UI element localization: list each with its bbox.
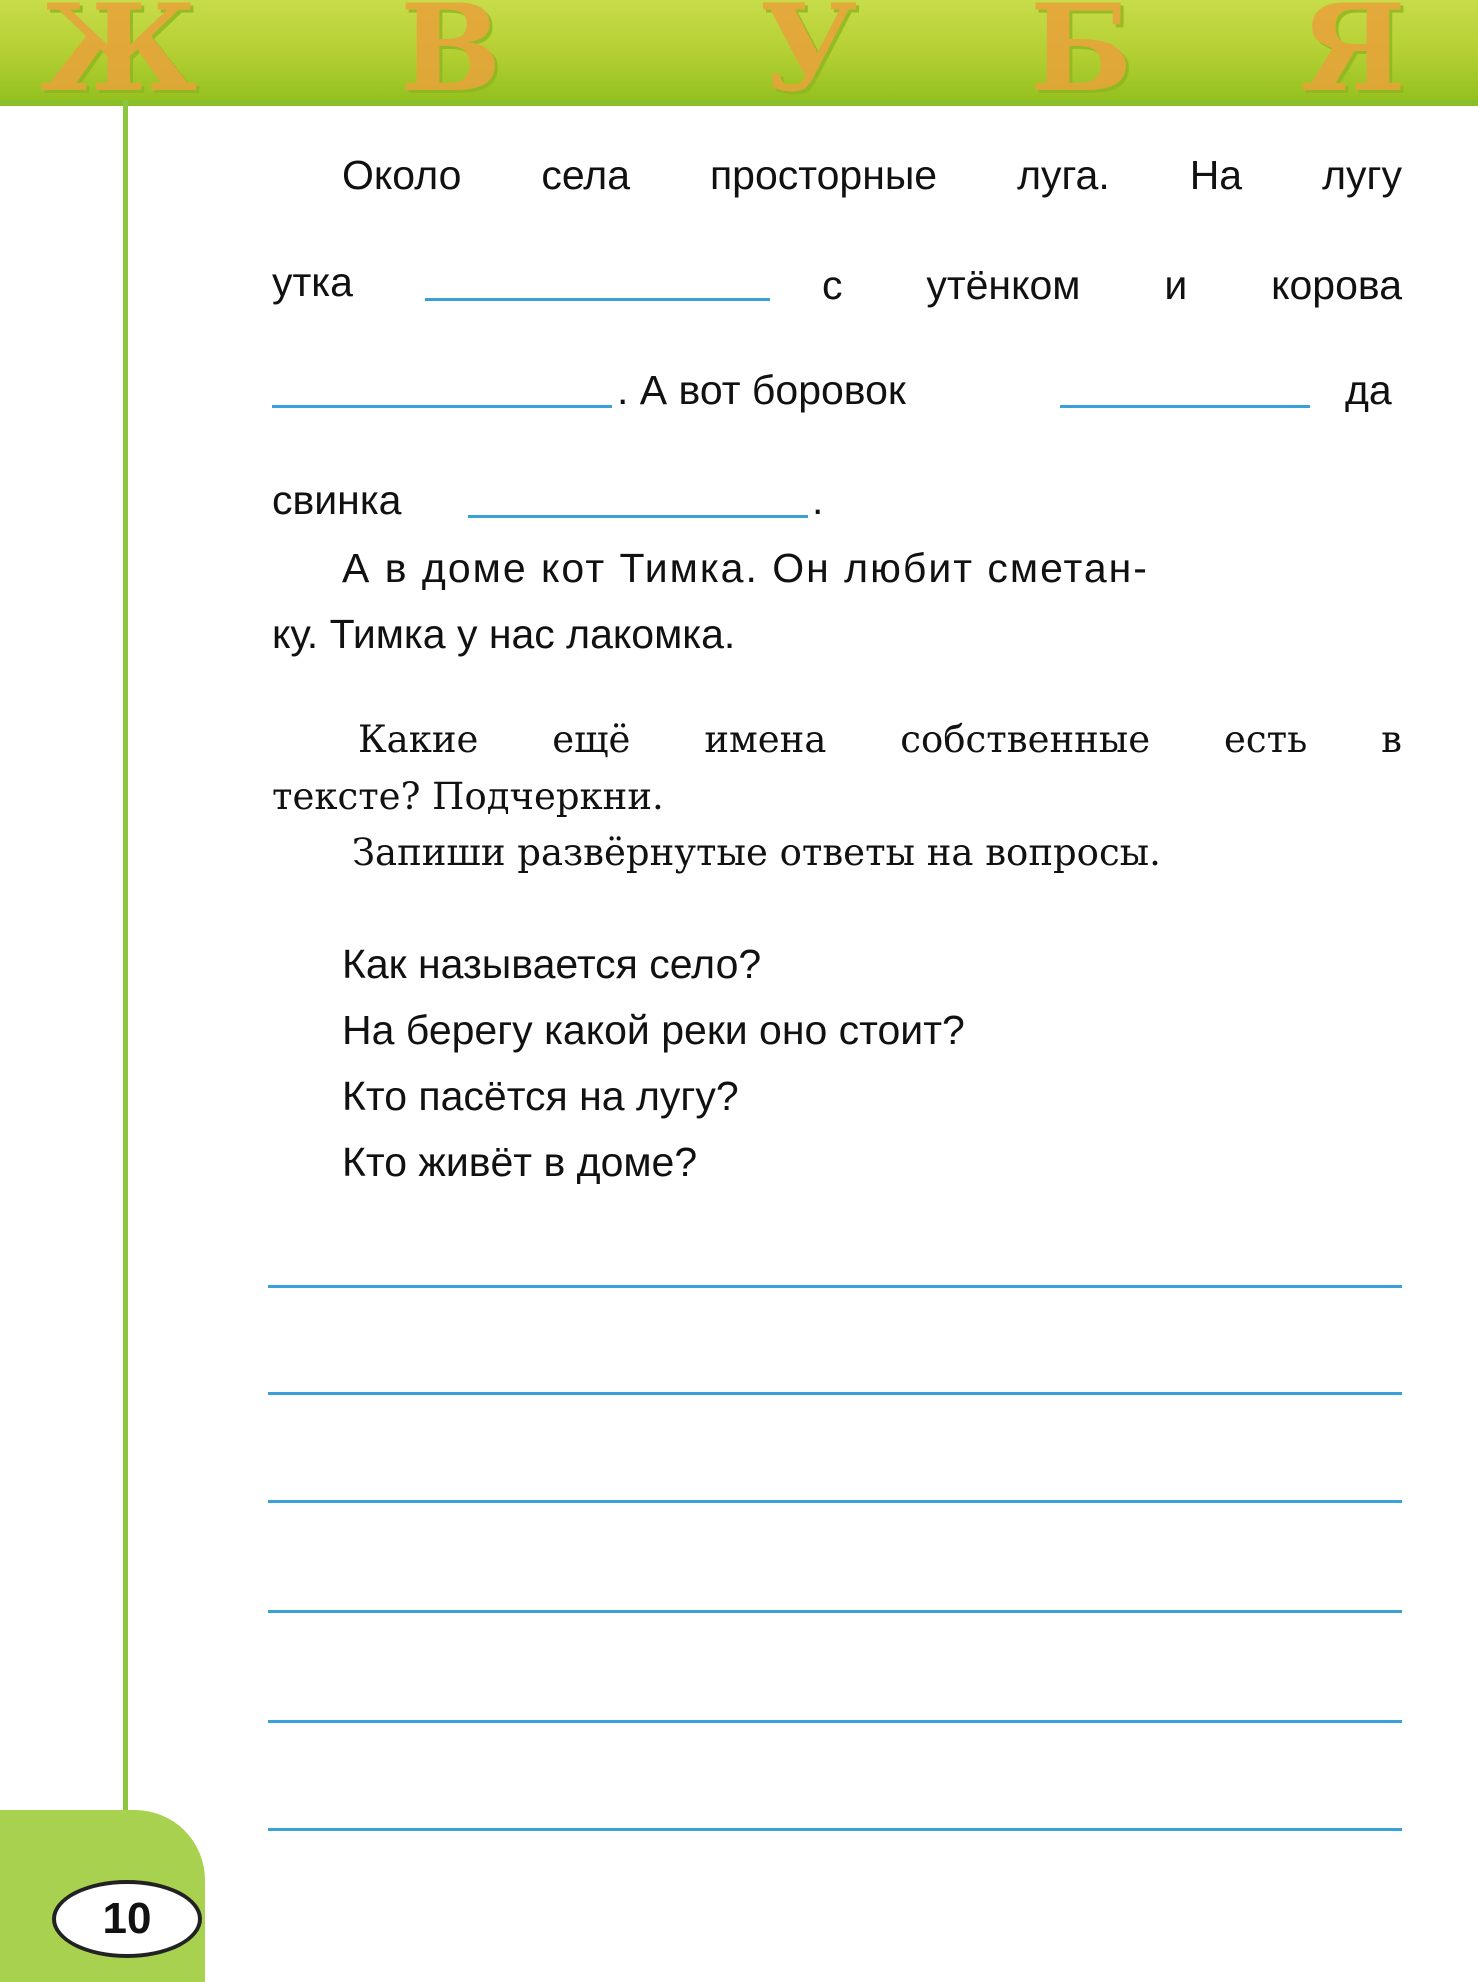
story-word: с	[822, 262, 843, 308]
blank-field[interactable]	[468, 515, 808, 518]
task-word: Какие	[358, 718, 479, 761]
question-4: Кто живёт в доме?	[342, 1139, 698, 1185]
task-word: имена	[704, 718, 827, 761]
answer-line-1[interactable]	[268, 1285, 1402, 1288]
blank-field[interactable]	[1060, 405, 1310, 408]
story-word: лугу	[1322, 152, 1402, 198]
task-word: ещё	[552, 718, 631, 761]
blank-field[interactable]	[425, 298, 770, 301]
task-word: есть	[1224, 718, 1308, 761]
decorative-letter: В	[400, 0, 502, 100]
question-1: Как называется село?	[342, 941, 762, 987]
answer-line-6[interactable]	[268, 1828, 1402, 1831]
question-3: Кто пасётся на лугу?	[342, 1073, 739, 1119]
answer-line-2[interactable]	[268, 1392, 1402, 1395]
story-line-4-start: свинка	[272, 477, 402, 523]
decorative-letter: Я	[1300, 0, 1406, 100]
answer-line-4[interactable]	[268, 1610, 1402, 1613]
story-line-2-start: утка	[272, 259, 353, 305]
page-number: 10	[52, 1880, 202, 1958]
answer-line-5[interactable]	[268, 1720, 1402, 1723]
decorative-letter: У	[760, 0, 858, 100]
decorative-letter: Ж	[40, 0, 198, 100]
story-line-3-end: да	[1345, 367, 1392, 413]
story-line-6: ку. Тимка у нас лакомка.	[272, 611, 736, 657]
task-word: в	[1381, 718, 1402, 761]
story-word: села	[541, 152, 631, 198]
answer-line-3[interactable]	[268, 1500, 1402, 1503]
story-word: луга.	[1017, 152, 1110, 198]
header-banner	[0, 0, 1478, 100]
decorative-letter: Б	[1030, 0, 1133, 100]
story-line-1	[342, 152, 1402, 199]
story-word: корова	[1271, 262, 1402, 308]
story-word: На	[1189, 152, 1243, 198]
story-word: Около	[342, 152, 462, 198]
story-line-5: А в доме кот Тимка. Он любит сметан-	[342, 545, 1149, 591]
story-word: просторные	[709, 152, 938, 198]
task-line-2: тексте? Подчеркни.	[272, 775, 664, 818]
banner-divider	[0, 100, 1478, 106]
margin-line	[123, 100, 128, 1982]
question-2: На берегу какой реки оно стоит?	[342, 1007, 965, 1053]
story-line-3-middle: . А вот боровок	[617, 367, 906, 413]
story-word: утёнком	[926, 262, 1081, 308]
story-line-2-end	[822, 262, 1402, 309]
task-word: собственные	[900, 718, 1151, 761]
story-line-4-end: .	[812, 477, 824, 523]
task-line-1	[358, 718, 1402, 761]
story-word: и	[1164, 262, 1188, 308]
task-line-3: Запиши развёрнутые ответы на вопросы.	[352, 831, 1161, 874]
blank-field[interactable]	[272, 405, 612, 408]
